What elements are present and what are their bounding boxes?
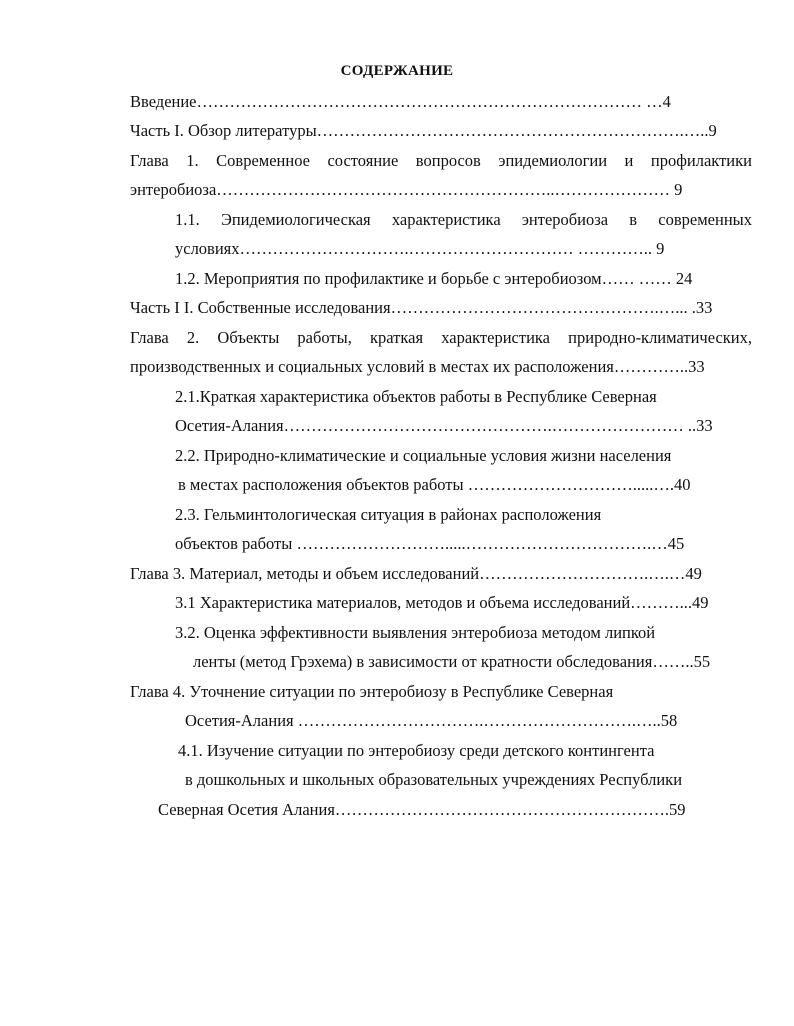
toc-entry: Часть I I. Собственные исследования………………………………………….…... .33 (130, 298, 713, 317)
toc-entry: Введение……………………………………………………………………… …4 (130, 92, 671, 111)
toc-entry: Глава 4. Уточнение ситуации по энтеробиозу в Республике Северная (130, 682, 614, 701)
toc-subentry: ленты (метод Грэхема) в зависимости от кратности обследования……..55 (193, 652, 711, 671)
toc-subentry: Осетия-Алания………………………………………….…………………… ..33 (175, 416, 713, 435)
toc-entry: энтеробиоза……………………………………………………..………………… 9 (130, 180, 683, 199)
toc-subentry: 4.1. Изучение ситуации по энтеробиозу среди детского контингента (178, 741, 655, 760)
toc-subentry: 2.1.Краткая характеристика объектов работы в Республике Северная (175, 387, 657, 406)
page-title: СОДЕРЖАНИЕ (340, 63, 454, 79)
toc-subentry: Северная Осетия Алания…………………………………………………….59 (158, 800, 686, 819)
toc-subentry: 2.2. Природно-климатические и социальные условия жизни населения (175, 446, 672, 465)
toc-entry: Глава 1. Современное состояние вопросов эпидемиологии и профилактики (130, 151, 752, 170)
toc-subentry: объектов работы ……………………….....…………………………….…45 (175, 534, 685, 553)
toc-subentry: 1.1. Эпидемиологическая характеристика энтеробиоза в современных (175, 210, 752, 229)
toc-subentry: 1.2. Мероприятия по профилактике и борьбе с энтеробиозом…… …… 24 (175, 269, 693, 288)
toc-entry: Глава 3. Материал, методы и объем исследований………………………….….…49 (130, 564, 702, 583)
toc-entry: Осетия-Алания …………………………….……………………….…..58 (185, 711, 678, 730)
toc-subentry: в дошкольных и школьных образовательных учреждениях Республики (185, 770, 683, 789)
toc-subentry: 3.1 Характеристика материалов, методов и объема исследований………...49 (175, 593, 709, 612)
toc-subentry: условиях………………………….………………………… ………….. 9 (175, 239, 665, 258)
toc-subentry: 2.3. Гельминтологическая ситуация в районах расположения (175, 505, 602, 524)
toc-subentry: в местах расположения объектов работы ………………………….....….40 (178, 475, 691, 494)
toc-entry: Часть I. Обзор литературы………………………………………………………….…..9 (130, 121, 717, 140)
toc-subentry: 3.2. Оценка эффективности выявления энтеробиоза методом липкой (175, 623, 656, 642)
toc-entry: Глава 2. Объекты работы, краткая характеристика природно-климатических, (130, 328, 752, 347)
toc-entry: производственных и социальных условий в местах их расположения…………..33 (130, 357, 705, 376)
